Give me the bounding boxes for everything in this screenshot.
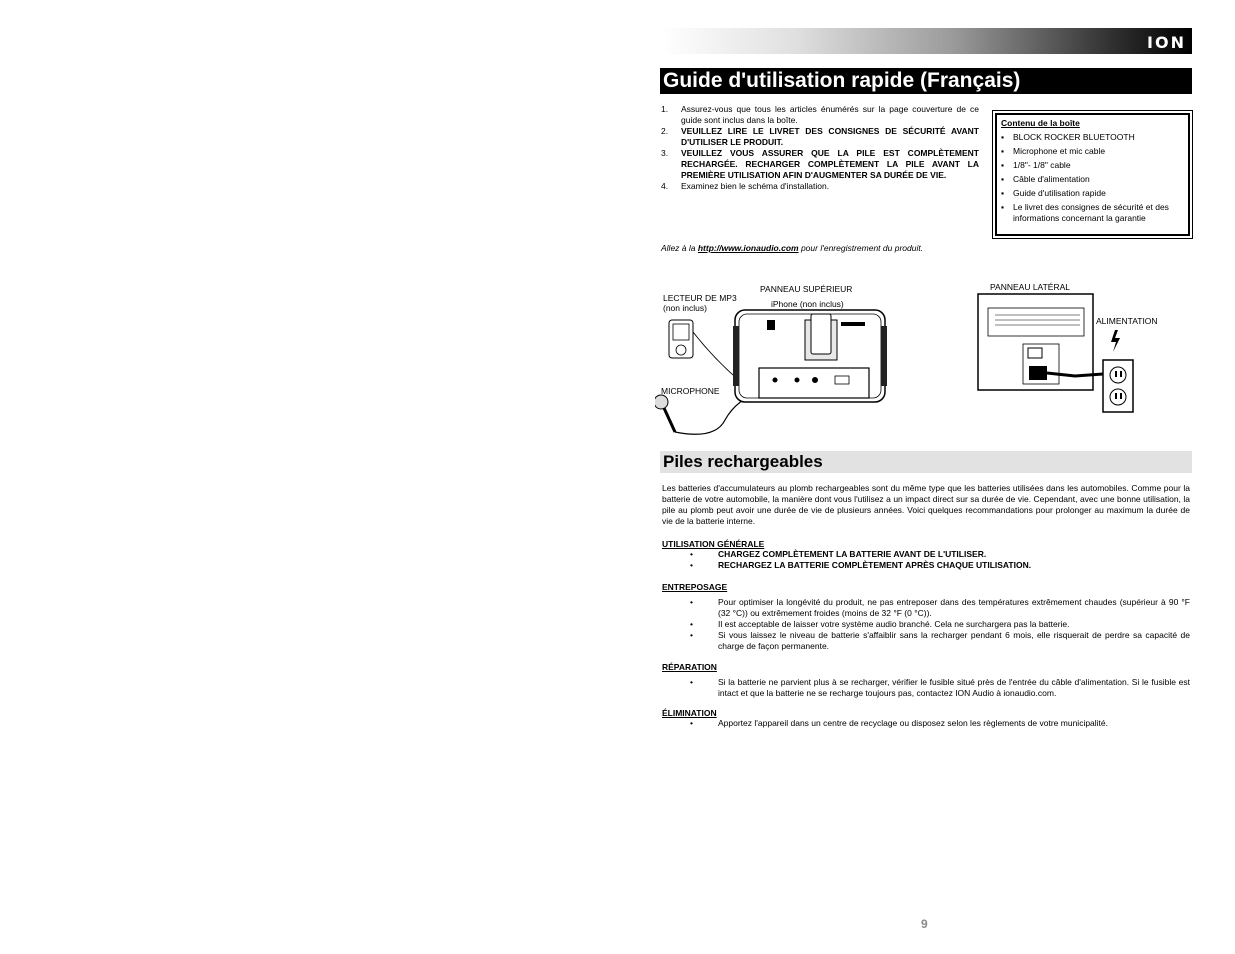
step-text: VEUILLEZ VOUS ASSURER QUE LA PILE EST COMPLÈTEMENT RECHARGÉE. RECHARGER COMPLÈTEMENT LA PILE AVANT LA PREMIÈRE UTILISATION AFIN D'AUGMENTER SA DURÉE DE VIE.: [681, 148, 979, 180]
microphone-label: MICROPHONE: [661, 386, 720, 396]
square-bullet-icon: ▪: [1001, 188, 1005, 198]
step-item: [661, 181, 979, 192]
page-title: Guide d'utilisation rapide (Français): [663, 69, 1021, 92]
repair-list: [662, 677, 1190, 699]
step-text: Assurez-vous que tous les articles énumérés sur la page couverture de ce guide sont inclus dans la boîte.: [681, 104, 979, 125]
bullet-icon: •: [690, 560, 693, 570]
section-intro: Les batteries d'accumulateurs au plomb rechargeables sont du même type que les batteries utilisées dans les automobiles. Comme pour la batterie de votre automobile, la manière dont vous l'utilisez a un impact direct sur sa durée de vie. Cependant, avec une bonne utilisation, la pile au plomb peut avoir une durée de vie de plusieurs années. Voici quelques recommandations pour prolonger au maximum la durée de vie de la batterie interne.: [662, 483, 1190, 526]
wall-outlet-icon: [1103, 360, 1133, 412]
top-panel-label: PANNEAU SUPÉRIEUR: [760, 284, 853, 294]
section-title-bar: [660, 451, 1192, 473]
general-use-heading: UTILISATION GÉNÉRALE: [662, 539, 765, 549]
step-text: Examinez bien le schéma d'installation.: [681, 181, 830, 191]
power-bolt-icon: [1111, 330, 1120, 352]
registration-suffix: pour l'enregistrement du produit.: [798, 243, 924, 253]
page-title-bar: [660, 68, 1192, 94]
iphone-label: iPhone (non inclus): [771, 299, 844, 309]
list-item: [662, 630, 1190, 652]
box-item: [1001, 146, 1186, 157]
box-item: [1001, 132, 1186, 143]
mp3-player-label: LECTEUR DE MP3: [663, 293, 737, 303]
mp3-player-sublabel: (non inclus): [663, 303, 707, 313]
ion-logo: ION: [1147, 33, 1186, 52]
list-item: [662, 718, 1190, 729]
setup-steps: [661, 104, 979, 192]
section-title: Piles rechargeables: [663, 452, 823, 471]
step-item: [661, 148, 979, 181]
list-item-text: Apportez l'appareil dans un centre de recyclage ou disposez selon les règlements de votre municipalité.: [718, 718, 1109, 728]
mp3-player-icon: [669, 320, 693, 358]
registration-note: [661, 243, 923, 253]
side-panel-label: PANNEAU LATÉRAL: [990, 282, 1070, 292]
box-item-text: Câble d'alimentation: [1013, 174, 1090, 184]
list-item-text: Il est acceptable de laisser votre système audio branché. Cela ne surchargera pas la batterie.: [718, 619, 1070, 629]
page-number: 9: [921, 917, 928, 931]
power-label: ALIMENTATION: [1096, 316, 1158, 326]
disposal-heading: ÉLIMINATION: [662, 708, 717, 718]
list-item-text: CHARGEZ COMPLÈTEMENT LA BATTERIE AVANT DE L'UTILISER.: [718, 549, 987, 559]
list-item-text: RECHARGEZ LA BATTERIE COMPLÈTEMENT APRÈS CHAQUE UTILISATION.: [718, 560, 1032, 570]
square-bullet-icon: ▪: [1001, 146, 1005, 156]
square-bullet-icon: ▪: [1001, 132, 1005, 142]
square-bullet-icon: ▪: [1001, 202, 1005, 212]
microphone-icon: [655, 395, 675, 432]
bullet-icon: •: [690, 718, 693, 728]
box-contents-panel: [992, 110, 1193, 239]
repair-heading: RÉPARATION: [662, 662, 717, 672]
list-item-text: Si la batterie ne parvient plus à se recharger, vérifier le fusible situé près de l'entrée du câble d'alimentation. Si le fusible est intact et que la batterie ne se recharge toujours pas, contactez ION Audio à ionaudio.com.: [718, 677, 1190, 698]
square-bullet-icon: ▪: [1001, 174, 1005, 184]
step-item: [661, 104, 979, 126]
bullet-icon: •: [690, 549, 693, 559]
list-item: [662, 560, 1190, 571]
general-use-list: [662, 549, 1190, 571]
registration-prefix: Allez à la: [661, 243, 698, 253]
list-item-text: Pour optimiser la longévité du produit, ne pas entreposer dans des températures extrêmement chaudes (supérieur à 90 °F (32 °C)) ou extrêmement froides (moins de 32 °F (0 °C)).: [718, 597, 1190, 618]
step-number: 4.: [661, 181, 669, 191]
brand-header-bar: [662, 28, 1192, 54]
speaker-top-panel-illustration: [733, 310, 887, 402]
box-contents-title: Contenu de la boîte: [1001, 118, 1080, 128]
box-item-text: 1/8"- 1/8" cable: [1013, 160, 1071, 170]
bullet-icon: •: [690, 630, 693, 640]
box-item: [1001, 174, 1186, 185]
step-number: 3.: [661, 148, 669, 158]
list-item: [662, 677, 1190, 699]
box-item-text: Guide d'utilisation rapide: [1013, 188, 1106, 198]
storage-heading: ENTREPOSAGE: [662, 582, 728, 592]
bullet-icon: •: [690, 597, 693, 607]
box-item: [1001, 188, 1186, 199]
box-item: [1001, 202, 1186, 224]
list-item-text: Si vous laissez le niveau de batterie s'affaiblir sans la recharger pendant 6 mois, elle risquerait de perdre sa capacité de charge de façon permanente.: [718, 630, 1190, 651]
step-number: 1.: [661, 104, 669, 114]
square-bullet-icon: ▪: [1001, 160, 1005, 170]
list-item: [662, 597, 1190, 619]
storage-list: [662, 597, 1190, 652]
disposal-list: [662, 718, 1190, 729]
box-item: [1001, 160, 1186, 171]
box-item-text: Le livret des consignes de sécurité et des informations concernant la garantie: [1013, 202, 1169, 223]
connection-diagram: [655, 280, 1190, 440]
list-item: [662, 549, 1190, 560]
box-item-text: Microphone et mic cable: [1013, 146, 1106, 156]
step-number: 2.: [661, 126, 669, 136]
list-item: [662, 619, 1190, 630]
box-item-text: BLOCK ROCKER BLUETOOTH: [1013, 132, 1135, 142]
step-text: VEUILLEZ LIRE LE LIVRET DES CONSIGNES DE SÉCURITÉ AVANT D'UTILISER LE PRODUIT.: [681, 126, 979, 147]
bullet-icon: •: [690, 677, 693, 687]
bullet-icon: •: [690, 619, 693, 629]
step-item: [661, 126, 979, 148]
box-contents-list: [1001, 118, 1186, 227]
registration-link[interactable]: http://www.ionaudio.com: [697, 243, 799, 253]
